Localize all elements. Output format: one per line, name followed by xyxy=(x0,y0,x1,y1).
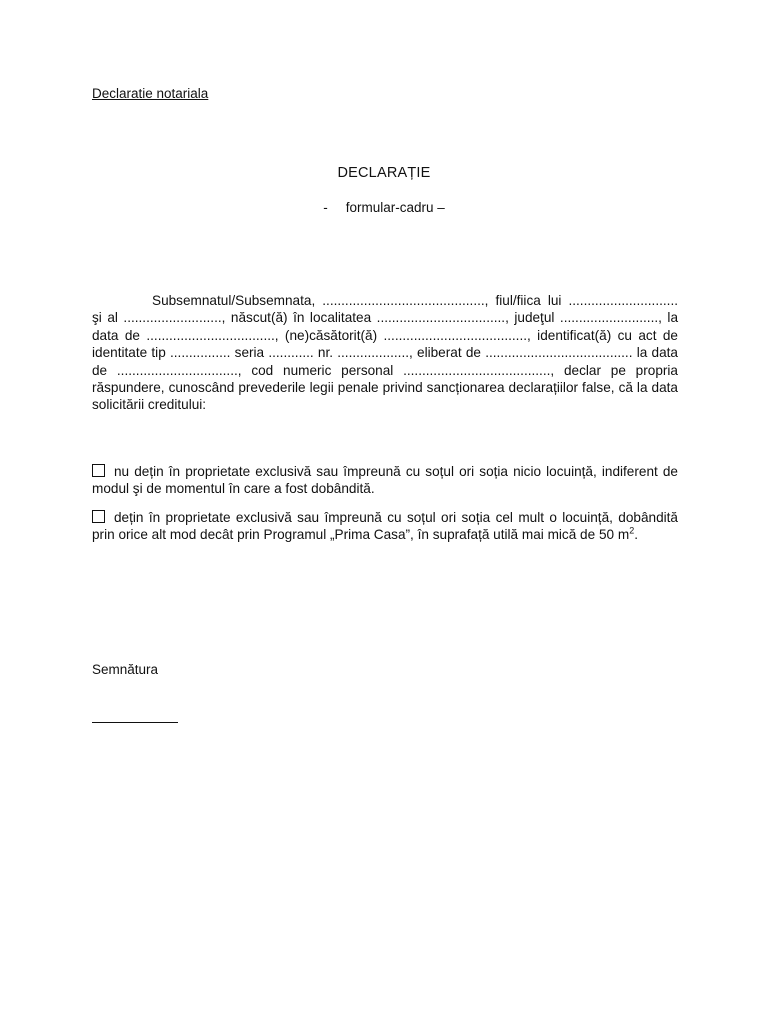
option-no-dwelling-text: nu dețin în proprietate exclusivă sau împreună cu soțul ori soția nicio locuință, indiferent de modul şi de momentul în care a fost dobândită. xyxy=(92,464,678,497)
option-one-dwelling-end: . xyxy=(634,527,638,543)
subtitle-dash: - xyxy=(323,200,328,215)
option-one-dwelling xyxy=(92,509,678,544)
signature-line xyxy=(92,722,178,723)
signature-label: Semnătura xyxy=(92,662,159,677)
checkbox-no-dwelling[interactable] xyxy=(92,464,105,477)
declaration-body xyxy=(92,292,678,414)
checkbox-one-dwelling[interactable] xyxy=(92,510,105,523)
option-no-dwelling xyxy=(92,463,678,498)
option-one-dwelling-text: dețin în proprietate exclusivă sau împreună cu soțul ori soția cel mult o locuință, dobândită prin orice alt mod decât prin Programul „Prima Casa”, în suprafață utilă mai mică de 50 m xyxy=(92,510,678,543)
document-header-label: Declaratie notariala xyxy=(92,86,209,101)
document-title: DECLARAȚIE xyxy=(337,165,431,181)
declaration-body-text: Subsemnatul/Subsemnata, ..........................................., fiul/fiica lui ............................. şi al .........................., născut(ă) în localitatea .................................., judeţul .........................., la data de .................................., (ne)căsătorit(ă) ......................................, identificat(ă) cu act de identitate tip ................ seria ............ nr. ..................., eliberat de ....................................... la data de ................................, cod numeric personal ......................................., declar pe propria răspundere, cunoscând prevederile legii penale privind sancționarea declarațiilor false, că la data solicitării creditului: xyxy=(92,293,678,413)
subtitle-text: formular-cadru – xyxy=(345,200,445,215)
document-subtitle xyxy=(0,200,768,215)
square-meter-superscript: 2 xyxy=(629,525,635,536)
